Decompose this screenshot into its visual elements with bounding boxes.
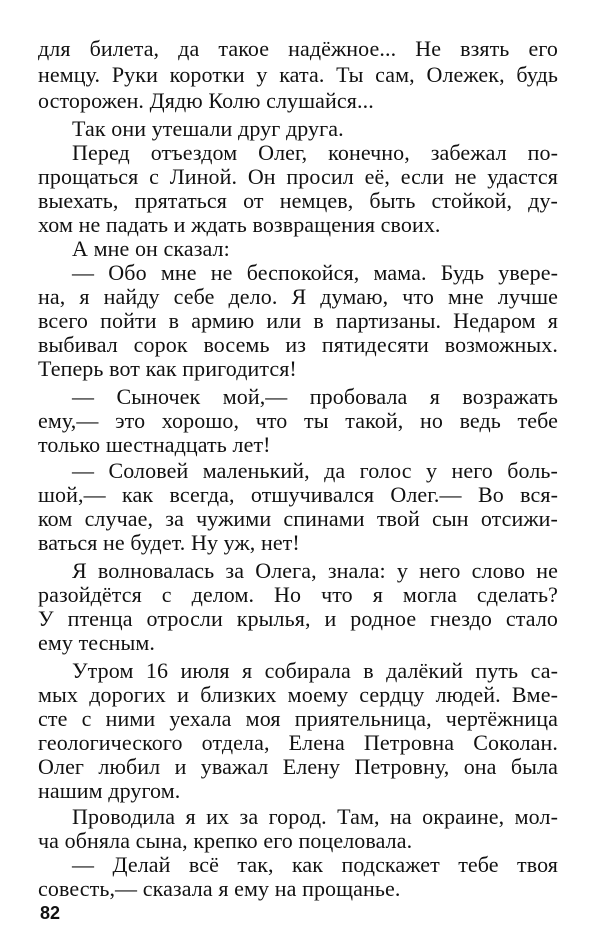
text-line: У птенца отросли крылья, и родное гнездо стало: [38, 606, 558, 631]
text-line: всего пойти в армию или в партизаны. Недаром я: [38, 308, 558, 333]
paragraph-first-line: Я волновалась за Олега, знала: у него слово не: [72, 558, 558, 583]
text-line: ему тесным.: [38, 630, 155, 655]
text-line: шой,— как всегда, отшучивался Олег.— Во вся-: [38, 482, 558, 507]
text-line: Олег любил и уважал Елену Петровну, она была: [38, 754, 558, 779]
text-line: на, я найду себе дело. Я думаю, что мне лучше: [38, 284, 558, 309]
paragraph-first-line: — Сыночек мой,— пробовала я возражать: [72, 384, 558, 409]
paragraph-first-line: Перед отъездом Олег, конечно, забежал по-: [72, 140, 558, 165]
text-line: нашим другом.: [38, 778, 181, 803]
paragraph-first-line: — Соловей маленький, да голос у него боль-: [72, 458, 558, 483]
paragraph-first-line: Так они утешали друг друга.: [72, 116, 344, 141]
text-line: осторожен. Дядю Колю слушайся...: [38, 88, 374, 113]
text-line: выехать, прятаться от немцев, быть стойкой, ду-: [38, 188, 558, 213]
paragraph-first-line: А мне он сказал:: [72, 236, 230, 261]
text-line: геологического отдела, Елена Петровна Соколан.: [38, 730, 558, 755]
paragraph-first-line: Проводила я их за город. Там, на окраине, мол-: [72, 804, 558, 829]
text-line: мых дорогих и близких моему сердцу людей. Вме-: [38, 682, 558, 707]
text-line: прощаться с Линой. Он просил её, если не удастся: [38, 164, 558, 189]
paragraph-first-line: — Обо мне не беспокойся, мама. Будь увере-: [72, 260, 558, 285]
text-line: разойдётся с делом. Но что я могла сделать?: [38, 582, 558, 607]
text-line: ком случае, за чужими спинами твой сын отсижи-: [38, 506, 558, 531]
text-line: сте с ними уехала моя приятельница, чертёжница: [38, 706, 558, 731]
text-line: ему,— это хорошо, что ты такой, но ведь тебе: [38, 408, 558, 433]
text-line: немцу. Руки коротки у ката. Ты сам, Олежек, будь: [38, 62, 558, 87]
text-line: ваться не будет. Ну уж, нет!: [38, 530, 300, 555]
page-number: 82: [40, 903, 61, 923]
text-line: для билета, да такое надёжное... Не взять его: [38, 36, 558, 61]
paragraph-first-line: — Делай всё так, как подскажет тебе твоя: [72, 852, 558, 877]
text-line: совесть,— сказала я ему на прощанье.: [38, 876, 401, 901]
text-line: ча обняла сына, крепко его поцеловала.: [38, 828, 413, 853]
paragraph-first-line: Утром 16 июля я собирала в далёкий путь са-: [72, 658, 558, 683]
text-line: только шестнадцать лет!: [38, 432, 271, 457]
text-line: Теперь вот как пригодится!: [38, 356, 297, 381]
text-line: выбивал сорок восемь из пятидесяти возможных.: [38, 332, 558, 357]
text-line: хом не падать и ждать возвращения своих.: [38, 212, 441, 237]
